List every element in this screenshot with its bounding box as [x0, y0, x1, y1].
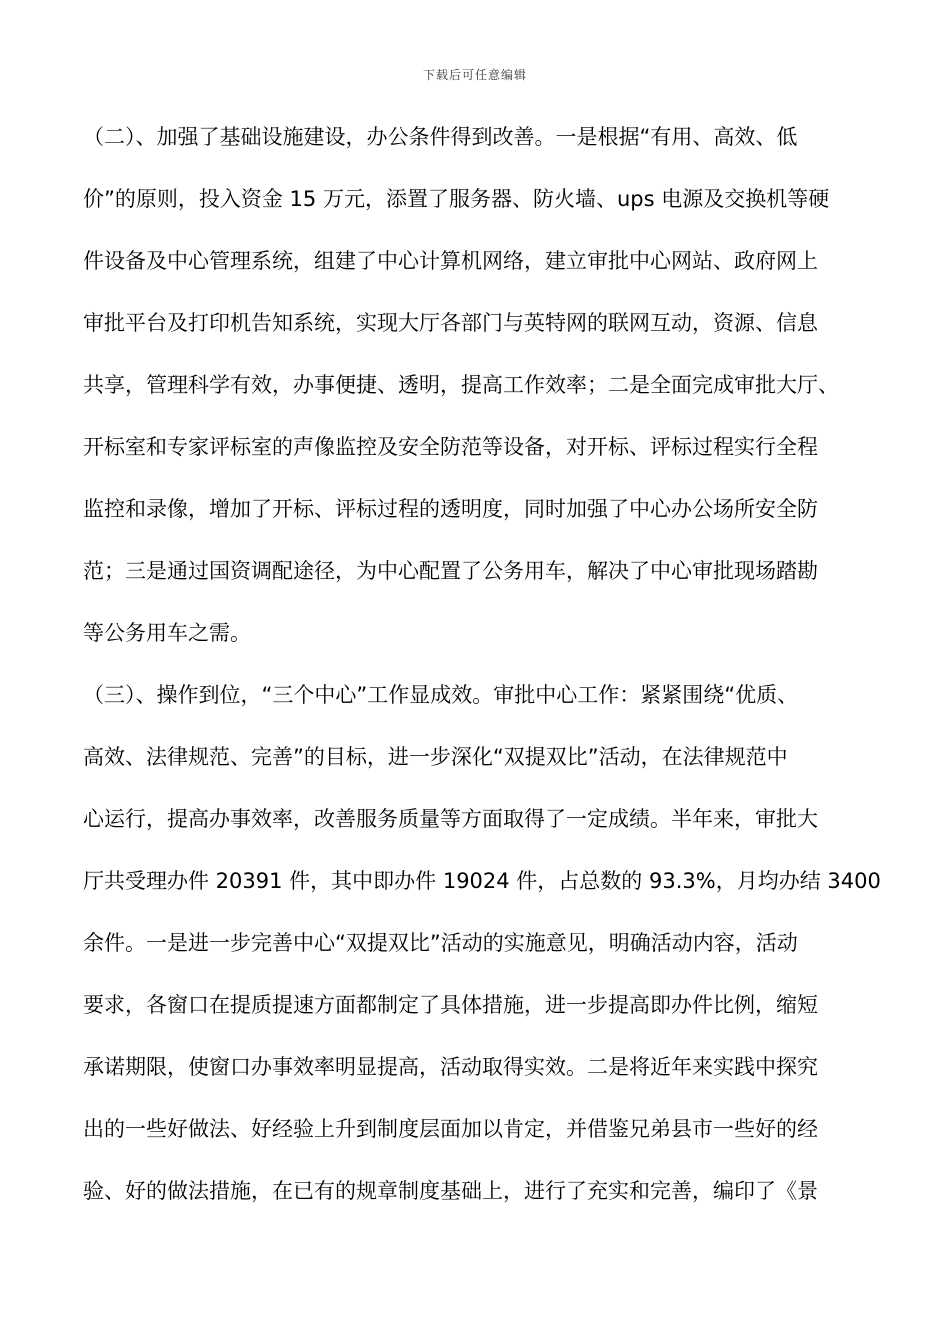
text-line: 承诺期限，使窗口办事效率明显提高，活动取得实效。二是将近年来实践中探究: [83, 1055, 818, 1079]
text-line: 出的一些好做法、好经验上升到制度层面加以肯定，并借鉴兄弟县市一些好的经: [83, 1117, 818, 1141]
text-line: 件设备及中心管理系统，组建了中心计算机网络，建立审批中心网站、政府网上: [83, 249, 818, 273]
text-line: 价”的原则，投入资金 15 万元，添置了服务器、防火墙、ups 电源及交换机等硬: [83, 187, 830, 211]
text-line: 监控和录像，增加了开标、评标过程的透明度，同时加强了中心办公场所安全防: [83, 497, 818, 521]
text-line: 等公务用车之需。: [83, 621, 251, 645]
text-line: （三）、操作到位，“三个中心”工作显成效。审批中心工作：紧紧围绕“优质、: [83, 683, 799, 707]
text-line: 要求，各窗口在提质提速方面都制定了具体措施，进一步提高即办件比例，缩短: [83, 993, 818, 1017]
text-line: 范；三是通过国资调配途径，为中心配置了公务用车，解决了中心审批现场踏勘: [83, 559, 818, 583]
text-line: 共享，管理科学有效，办事便捷、透明，提高工作效率；二是全面完成审批大厅、: [83, 373, 839, 397]
text-line: 厅共受理办件 20391 件，其中即办件 19024 件，占总数的 93.3%，月均办结 3400: [83, 869, 881, 893]
text-line: 余件。一是进一步完善中心“双提双比”活动的实施意见，明确活动内容，活动: [83, 931, 798, 955]
text-line: 审批平台及打印机告知系统，实现大厅各部门与英特网的联网互动，资源、信息: [83, 311, 818, 335]
text-line: 开标室和专家评标室的声像监控及安全防范等设备，对开标、评标过程实行全程: [83, 435, 818, 459]
text-line: 高效、法律规范、完善”的目标，进一步深化“双提双比”活动，在法律规范中: [83, 745, 788, 769]
header-note: 下载后可任意编辑: [422, 68, 527, 82]
document-body: [83, 116, 883, 1232]
text-line: 心运行，提高办事效率，改善服务质量等方面取得了一定成绩。半年来，审批大: [83, 807, 818, 831]
text-line: （二）、加强了基础设施建设，办公条件得到改善。一是根据“有用、高效、低: [83, 125, 798, 149]
text-line: 验、好的做法措施，在已有的规章制度基础上，进行了充实和完善，编印了《景: [83, 1179, 818, 1203]
